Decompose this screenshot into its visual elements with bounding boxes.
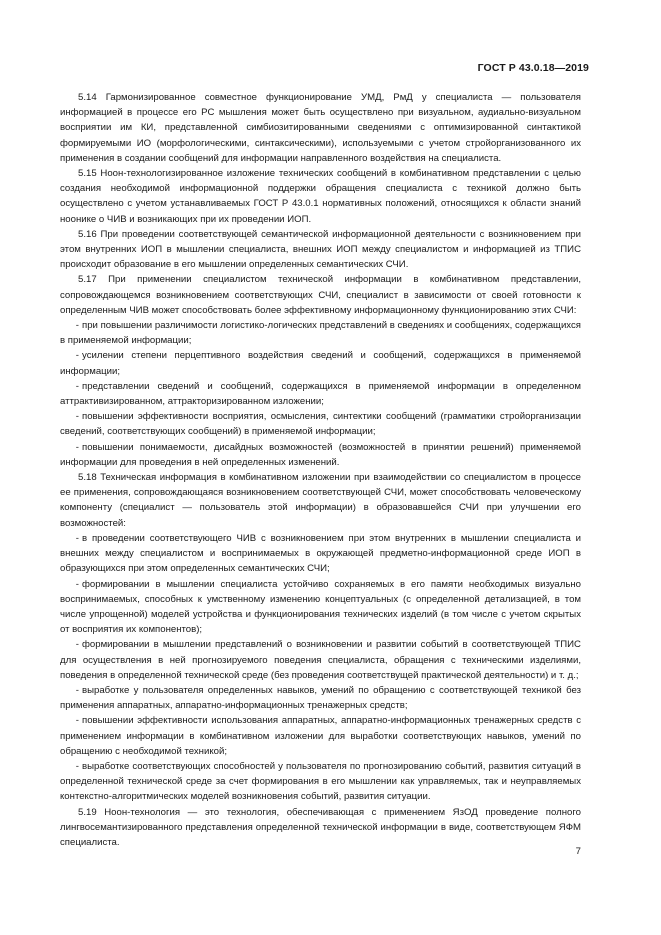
- dash-marker: -: [75, 441, 79, 453]
- list-item-text: повышении эффективности использования аппаратных, аппаратно-информационных тренажерных средств с применением информации в комбинативном изложении для выработки соответствующих навыков, умений по обращению с необходимой техникой;: [60, 715, 581, 757]
- list-item-text: при повышении различимости логистико-логических представлений в сведениях и сообщениях, содержащихся в применяемой информации;: [60, 320, 581, 347]
- list-item-text: усилении степени перцептивного воздействия сведений и сообщений, содержащихся в применяемой информации;: [60, 350, 581, 377]
- paragraph-5-16: 5.16 При проведении соответствующей семантической информационной деятельности с возникновением при этом внутренних ИОП в мышлении специалиста, внешних ИОП между специалистом и информацией из ТПИС происходит образование в его мышлении определенных семантических СЧИ.: [60, 228, 581, 271]
- paragraph-5-18: 5.18 Техническая информация в комбинативном изложении при взаимодействии со специалистом в процессе ее применения, сопровождающаяся возникновением соответствующей СЧИ, может способствовать человеческому компоненту (специалист — пользователь этой информации) в образовавшейся СЧИ при улучшении его возможностей:: [60, 472, 581, 529]
- list-item-text: повышении эффективности восприятия, осмысления, синтектики сообщений (грамматики стройорганизации сведений, соответствующих сообщений) в применяемой информации;: [60, 411, 581, 438]
- list-item-text: выработке у пользователя определенных навыков, умений по обращению с соответствующей техникой без применения аппаратных, аппаратно-информационных тренажерных средств;: [60, 684, 581, 712]
- dash-marker: -: [75, 532, 79, 544]
- list-item: [60, 637, 581, 683]
- dash-marker: -: [75, 320, 79, 332]
- list-item: [60, 440, 581, 470]
- dash-marker: -: [75, 578, 79, 590]
- list-item: [60, 713, 581, 759]
- list-item: [60, 379, 581, 409]
- list-item: [60, 683, 581, 713]
- list-item: [60, 318, 581, 348]
- list-item: [60, 531, 581, 577]
- paragraph-5-15: 5.15 Ноон-технологизированное изложение технических сообщений в комбинативном представлении с целью создания необходимой информационной поддержки обращения специалиста с техникой должно быть осуществлено с учетом устанавливаемых ГОСТ Р 43.0.1 нормативных положений, относящихся к области знаний ноонике о ЧИВ и возникающих при их проведении ИОП.: [60, 168, 581, 225]
- list-item-text: повышении понимаемости, дисайдных возможностей (возможностей в принятии решений) применяемой информации для проведения в ней определенных изменений.: [60, 441, 581, 468]
- dash-marker: -: [75, 639, 79, 651]
- list-item: [60, 409, 581, 439]
- paragraph-5-17: 5.17 При применении специалистом технической информации в комбинативном представлении, сопровождающемся возникновением соответствующих СЧИ, специалист в зависимости от своей готовности к определенным ЧИВ может способствовать более эффективному информационному функционированию этих СЧИ:: [60, 274, 581, 316]
- dash-marker: -: [75, 684, 79, 696]
- document-body: [60, 90, 581, 850]
- list-item-text: формировании в мышлении специалиста устойчиво сохраняемых в его памяти необходимых визуально воспринимаемых, способных к умственному изменению концептуальных (с определенной детализацией, в том числе упрощенной) моделей устройства и функционирования технических изделий (в том числе с учетом скрытых от восприятия их компонентов);: [60, 578, 581, 636]
- document-header: [478, 62, 589, 74]
- list-item-text: представлении сведений и сообщений, содержащихся в применяемой информации в определенном аттрактивизированном, аттракторизированном изложении;: [60, 380, 581, 408]
- paragraph-5-19: 5.19 Ноон-технология — это технология, обеспечивающая с применением ЯзОД проведение полного лингвосемантизированного представления определенной технической информации в виде, соответствующем ЯФМ специалиста.: [60, 806, 581, 848]
- list-item: [60, 348, 581, 378]
- dash-marker: -: [75, 350, 79, 362]
- dash-marker: -: [75, 411, 79, 423]
- paragraph-5-14: 5.14 Гармонизированное совместное функционирование УМД, РмД у специалиста — пользователя информацией в процессе его РС мышления может быть осуществлено при визуальном, аудиально-визуальном восприятии им КИ, представленной симбиозитированными сведениями с оптимизированной синтактикой формируемыми ИО (морфологическими, синтаксическими), используемыми с учетом стройорганизованного их применения в создании сообщений для информации направленного воздействия на специалиста.: [60, 92, 581, 164]
- dash-marker: -: [75, 715, 79, 727]
- list-item-text: в проведении соответствующего ЧИВ с возникновением при этом внутренних в мышлении специалиста и внешних между специалистом и воспринимаемых в окружающей предметно-информационной среде ИОП в образующихся при этом определенных семантических СЧИ;: [60, 532, 581, 575]
- list-item: [60, 759, 581, 805]
- list-item: [60, 577, 581, 638]
- standard-number: ГОСТ Р 43.0.18—2019: [477, 62, 589, 74]
- page-number: 7: [575, 846, 581, 857]
- dash-marker: -: [75, 760, 79, 772]
- dash-marker: -: [75, 380, 79, 392]
- list-item-text: выработке соответствующих способностей у пользователя по прогнозированию событий, развития ситуаций в определенной технической среде за счет формирования в его мышлении как управляемых, так и неуправляемых контекстно-алгоритмических моделей возникновения событий, развития ситуации.: [60, 760, 581, 803]
- list-item-text: формировании в мышлении представлений о возникновении и развитии событий в соответствующей ТПИС для осуществления в ней прогнозируемого поведения специалиста, обращения с техническими изделиями, поведения в определенной технической среде (без проведения соответствущей практической деятельности) и т. д.;: [60, 639, 581, 681]
